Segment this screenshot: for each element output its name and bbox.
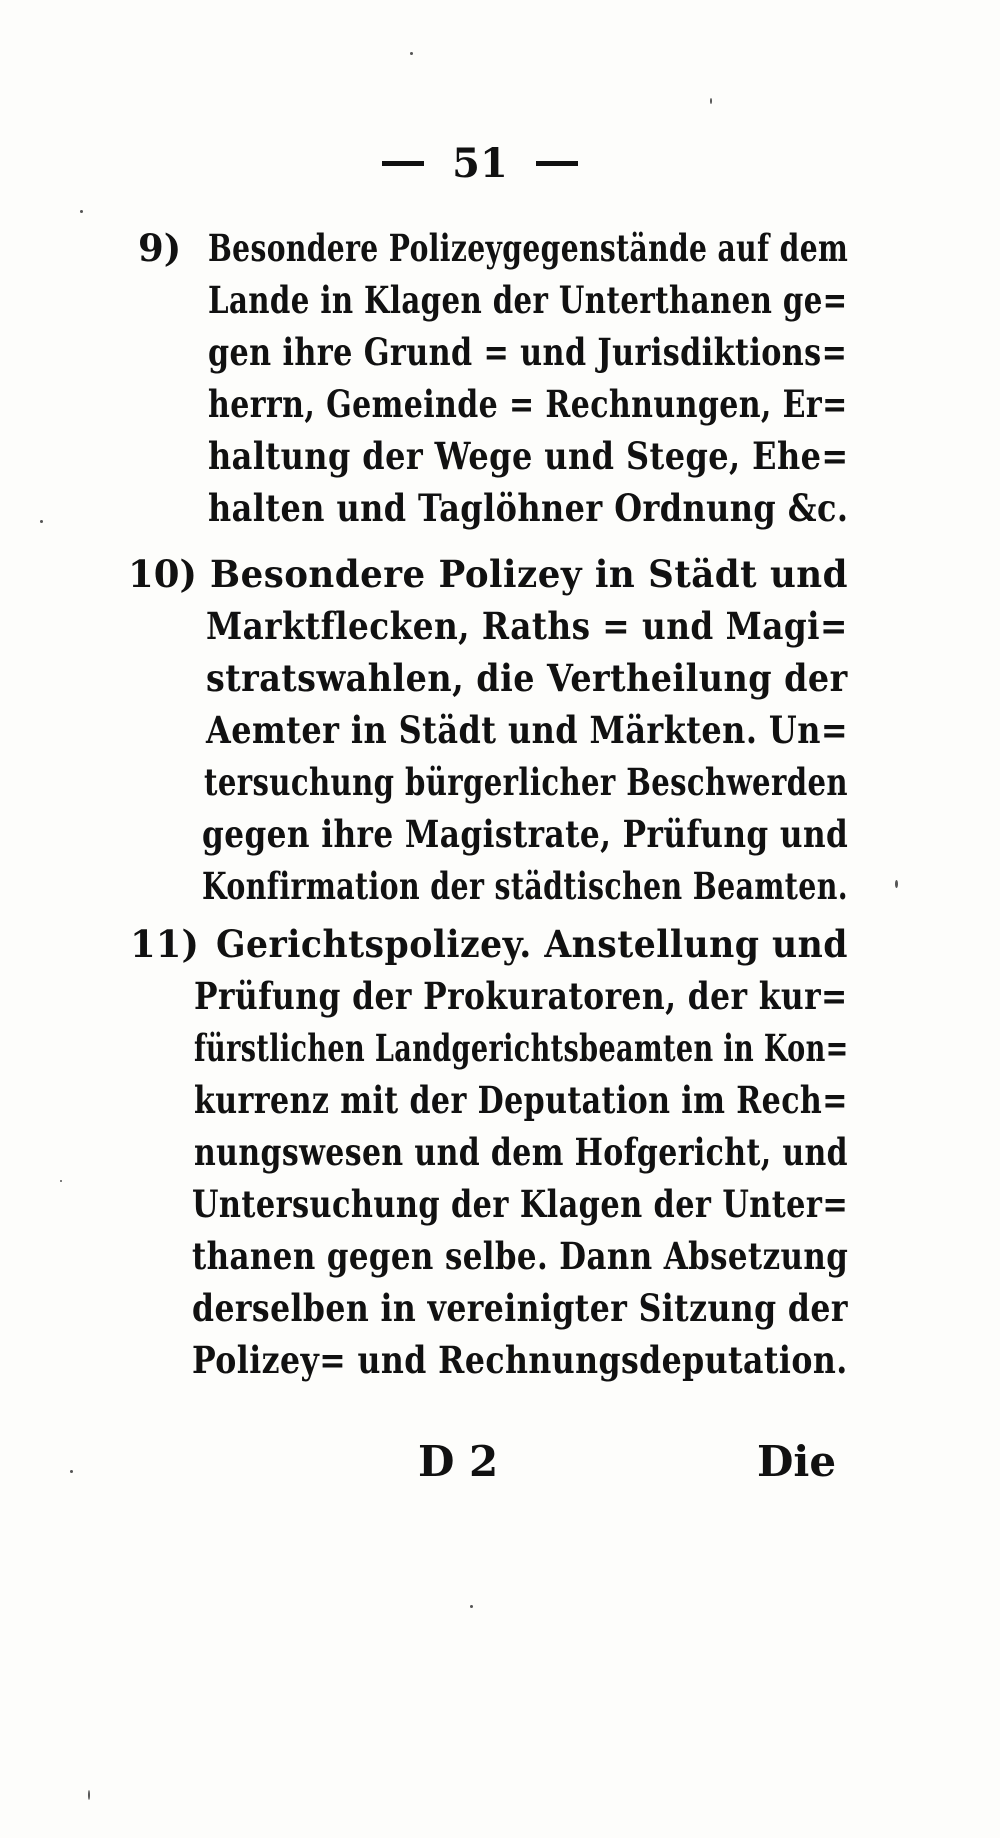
- catchword: Die: [757, 1437, 837, 1486]
- entry-line: Besondere Polizeygegenstände auf dem: [208, 226, 849, 270]
- scan-speck: [895, 880, 898, 888]
- entry-number: 9): [138, 226, 182, 270]
- entry-number: 11): [130, 922, 199, 966]
- scan-speck: [410, 52, 413, 55]
- entry-line: thanen gegen selbe. Dann Absetzung: [192, 1234, 849, 1278]
- signature-mark: D 2: [418, 1437, 499, 1486]
- entry-line: derselben in vereinigter Sitzung der: [192, 1286, 848, 1330]
- entry-number: 10): [128, 552, 197, 596]
- page-header: [360, 138, 600, 188]
- entry-line: Prüfung der Prokuratoren, der kur=: [194, 974, 848, 1018]
- entry-line: stratswahlen, die Vertheilung der: [206, 656, 848, 700]
- entry-line: gen ihre Grund = und Jurisdiktions=: [208, 330, 848, 374]
- entry-line: tersuchung bürgerlicher Beschwerden: [204, 760, 848, 804]
- entry-line: Besondere Polizey in Städt und: [210, 552, 849, 596]
- header-dash-left: [382, 161, 424, 166]
- scan-speck: [88, 1790, 90, 1800]
- entry-line: kurrenz mit der Deputation im Rech=: [194, 1078, 848, 1122]
- entry-line: Gerichtspolizey. Anstellung und: [216, 922, 848, 966]
- page-number: 51: [452, 139, 508, 187]
- entry-line: Konfirmation der städtischen Beamten.: [202, 864, 849, 908]
- entry-line: Untersuchung der Klagen der Unter=: [192, 1182, 849, 1226]
- entry-line: Aemter in Städt und Märkten. Un=: [206, 708, 849, 752]
- scan-speck: [40, 520, 43, 523]
- entry-line: herrn, Gemeinde = Rechnungen, Er=: [208, 382, 848, 426]
- entry-line: gegen ihre Magistrate, Prüfung und: [202, 812, 849, 856]
- header-dash-right: [536, 161, 578, 166]
- scan-speck: [710, 98, 712, 104]
- entry-line: haltung der Wege und Stege, Ehe=: [208, 434, 849, 478]
- scan-speck: [60, 1180, 62, 1182]
- scan-speck: [70, 1470, 73, 1473]
- entry-line: Marktflecken, Raths = und Magi=: [206, 604, 848, 648]
- entry-line: nungswesen und dem Hofgericht, und: [194, 1130, 849, 1174]
- scan-speck: [470, 1605, 473, 1608]
- entry-line: Polizey= und Rechnungsdeputation.: [192, 1338, 848, 1382]
- entry-line: fürstlichen Landgerichtsbeamten in Kon=: [194, 1026, 849, 1070]
- scan-speck: [80, 210, 83, 213]
- entry-line: halten und Taglöhner Ordnung &c.: [208, 486, 849, 530]
- entry-line: Lande in Klagen der Unterthanen ge=: [208, 278, 848, 322]
